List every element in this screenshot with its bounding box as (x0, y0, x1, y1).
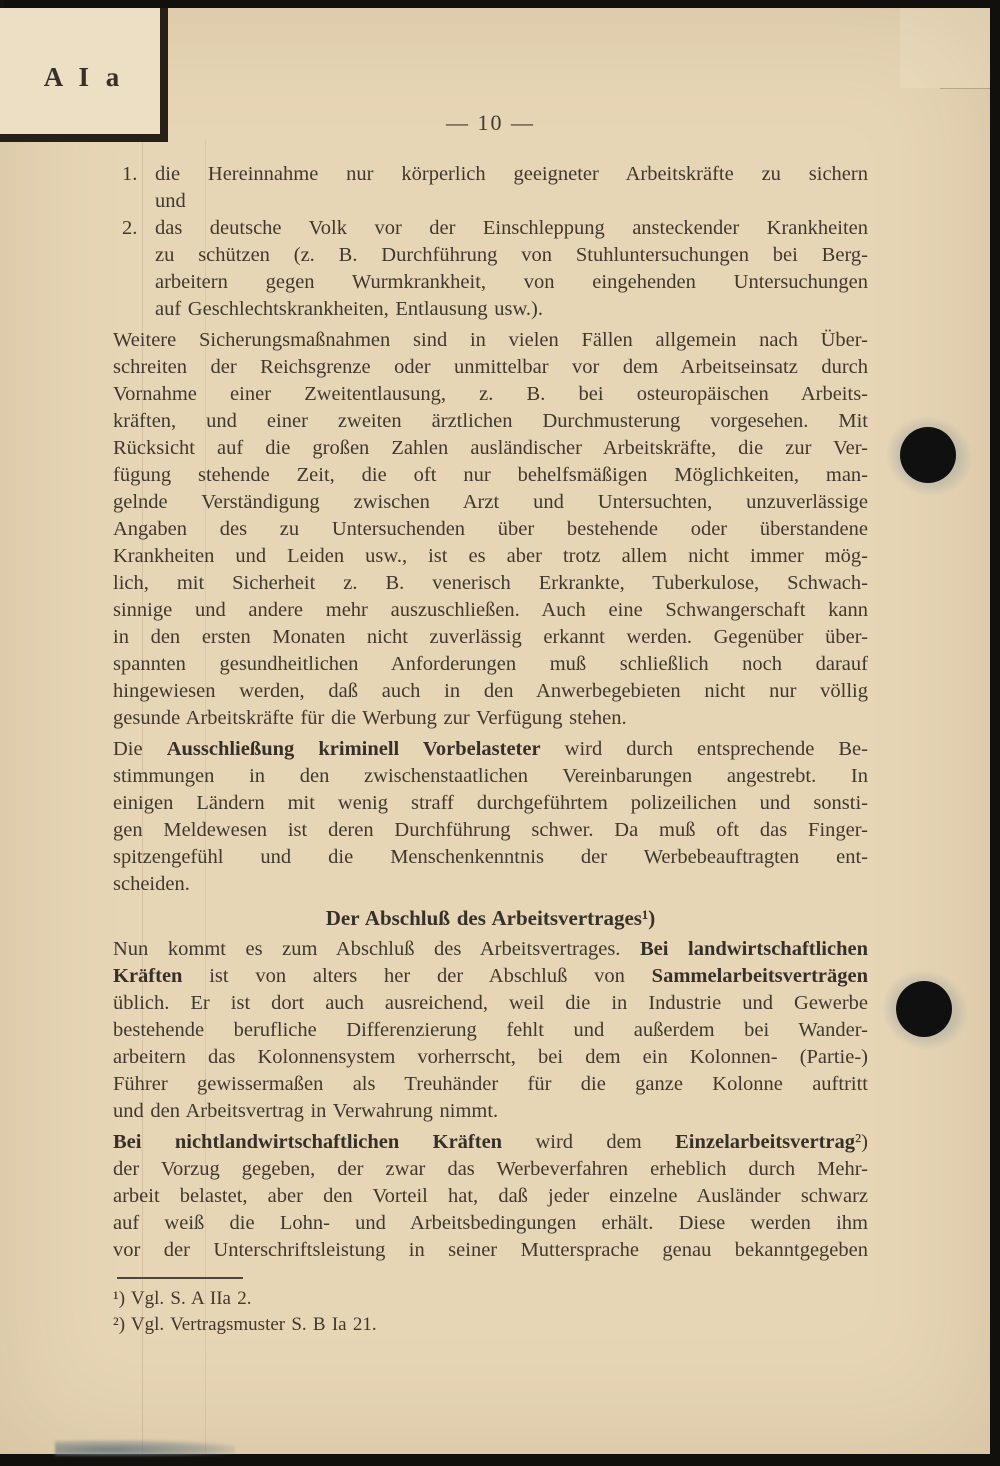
text-line: Führer gewissermaßen als Treuhänder für die ganze Kolonne auftritt (113, 1073, 868, 1095)
body-text (113, 161, 868, 1264)
text-line: bestehende berufliche Differenzierung fehlt und außerdem bei Wander- (113, 1019, 868, 1041)
text-line: auf weiß die Lohn- und Arbeitsbedingungen erhält. Diese werden ihm (113, 1212, 868, 1234)
text-line: und den Arbeitsvertrag in Verwahrung nimmt. (113, 1100, 499, 1122)
footnote-divider (117, 1277, 243, 1279)
text-line: spitzengefühl und die Menschenkenntnis der Werbebeauftragten ent- (113, 846, 868, 868)
paragraph (113, 1129, 868, 1264)
text-line: in den ersten Monaten nicht zuverlässig erkannt werden. Gegenüber über- (113, 626, 868, 648)
scan-border-top (0, 0, 1000, 8)
text-line: der Vorzug gegeben, der zwar das Werbeverfahren erheblich durch Mehr- (113, 1158, 868, 1180)
list-item (113, 215, 868, 323)
section-heading: Der Abschluß des Arbeitsvertrages¹) (325, 906, 656, 930)
text-line: vor der Unterschriftsleistung in seiner Muttersprache genau bekanntgegeben (113, 1239, 868, 1261)
text-line: arbeitern gegen Wurmkrankheit, von eingehenden Untersuchungen (155, 271, 868, 293)
punch-hole (900, 427, 956, 483)
text-column (113, 161, 868, 1338)
underlying-page-edge (940, 88, 990, 89)
text-line: zu schützen (z. B. Durchführung von Stuhluntersuchungen bei Berg- (155, 244, 868, 266)
text-line: fügung stehende Zeit, die oft nur behelfsmäßigen Möglichkeiten, man- (113, 464, 868, 486)
text-line: lich, mit Sicherheit z. B. venerisch Erkrankte, Tuberkulose, Schwach- (113, 572, 868, 594)
footnote: ¹) Vgl. S. A IIa 2. (113, 1288, 252, 1309)
text-line: schreiten der Reichsgrenze oder unmittelbar vor dem Arbeitseinsatz durch (113, 356, 868, 378)
text-line: kräften, und einer zweiten ärztlichen Durchmusterung vorgesehen. Mit (113, 410, 868, 432)
text-line: Weitere Sicherungsmaßnahmen sind in vielen Fällen allgemein nach Über- (113, 329, 868, 351)
text-line: arbeit belastet, aber den Vorteil hat, daß jeder einzelne Ausländer schwarz (113, 1185, 868, 1207)
paragraph (113, 936, 868, 1125)
paragraph (113, 327, 868, 732)
text-line: gen Meldewesen ist deren Durchführung schwer. Da muß oft das Finger- (113, 819, 868, 841)
text-line: spannten gesundheitlichen Anforderungen muß schließlich noch darauf (113, 653, 868, 675)
scan-border-right (990, 0, 1000, 1466)
text-line: Die Ausschließung kriminell Vorbelasteter wird durch entsprechende Be- (113, 738, 868, 760)
underlying-page (900, 8, 990, 88)
page-number: — 10 — (446, 110, 535, 135)
text-line: üblich. Er ist dort auch ausreichend, weil die in Industrie und Gewerbe (113, 992, 868, 1014)
text-line: hingewiesen werden, daß auch in den Anwerbegebieten nicht nur völlig (113, 680, 868, 702)
index-tab-label: A I a (43, 61, 125, 92)
text-line: gelnde Verständigung zwischen Arzt und Untersuchten, unzuverlässige (113, 491, 868, 513)
text-line: gesunde Arbeitskräfte für die Werbung zur Verfügung stehen. (113, 707, 627, 729)
text-line: die Hereinnahme nur körperlich geeigneter Arbeitskräfte zu sichern (155, 163, 868, 185)
text-line: auf Geschlechtskrankheiten, Entlausung usw.). (155, 298, 544, 320)
list-marker: 2. (122, 217, 138, 239)
text-line: Rücksicht auf die großen Zahlen ausländischer Arbeitskräfte, die zur Ver- (113, 437, 868, 459)
punch-hole-circle (900, 427, 956, 483)
text-line: scheiden. (113, 873, 190, 895)
text-line: arbeitern das Kolonnensystem vorherrscht, bei dem ein Kolonnen- (Partie-) (113, 1046, 868, 1068)
list-item (113, 161, 868, 215)
punch-hole-circle (896, 981, 952, 1037)
text-line: Vornahme einer Zweitentlausung, z. B. bei osteuropäischen Arbeits- (113, 383, 868, 405)
text-line: Nun kommt es zum Abschluß des Arbeitsvertrages. Bei landwirtschaftlichen (113, 938, 868, 960)
text-line: Angaben des zu Untersuchenden über bestehende oder überstandene (113, 518, 868, 540)
paragraph (113, 736, 868, 898)
footnotes (113, 1286, 868, 1338)
text-line: einigen Ländern mit wenig straff durchgeführtem polizeilichen und sonsti- (113, 792, 868, 814)
text-line: das deutsche Volk vor der Einschleppung ansteckender Krankheiten (155, 217, 868, 239)
footnote: ²) Vgl. Vertragsmuster S. B Ia 21. (113, 1314, 377, 1335)
text-line: sinnige und andere mehr auszuschließen. Auch eine Schwangerschaft kann (113, 599, 868, 621)
text-line: Bei nichtlandwirtschaftlichen Kräften wird dem Einzelarbeitsvertrag²) (113, 1131, 868, 1153)
text-line: stimmungen in den zwischenstaatlichen Vereinbarungen angestrebt. In (113, 765, 868, 787)
text-line: und (155, 190, 186, 212)
list-marker: 1. (122, 163, 138, 185)
text-line: Krankheiten und Leiden usw., ist es aber trotz allem nicht immer mög- (113, 545, 868, 567)
ink-smudge (55, 1440, 235, 1456)
punch-hole (896, 981, 952, 1037)
text-line: Kräften ist von alters her der Abschluß von Sammelarbeitsverträgen (113, 965, 868, 987)
